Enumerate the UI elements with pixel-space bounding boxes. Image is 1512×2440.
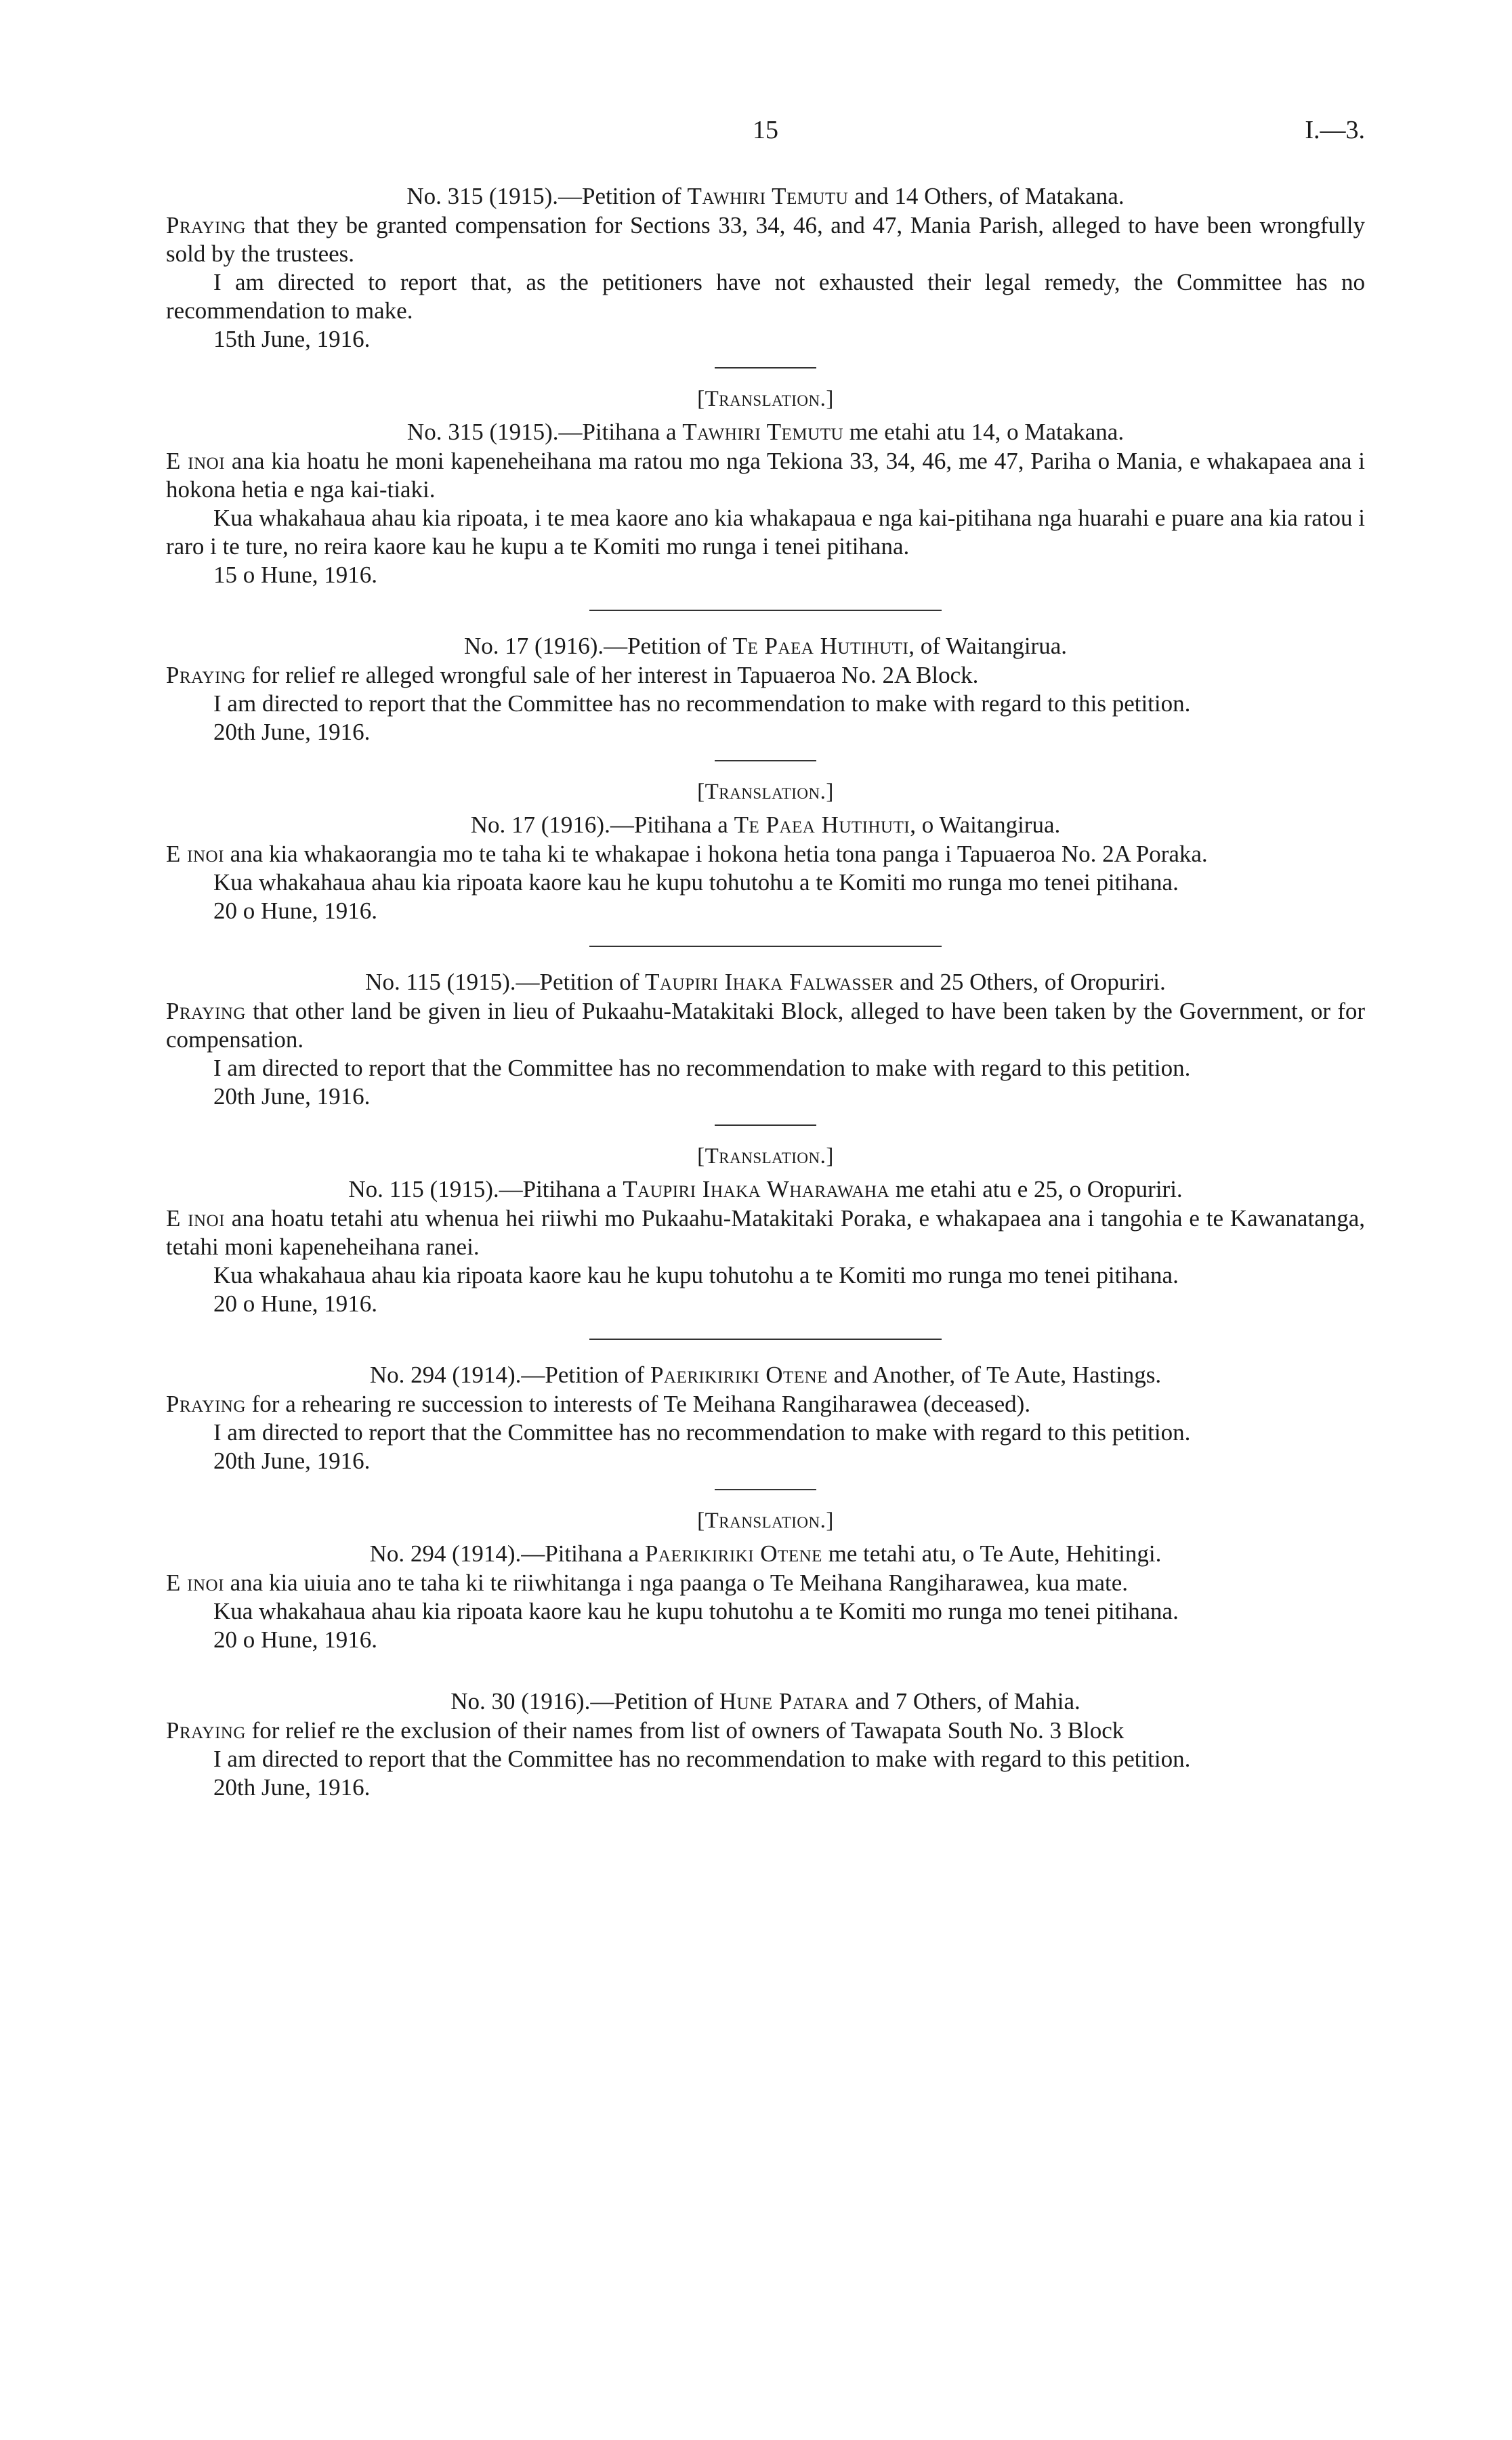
- petitioner-name: Taupiri Ihaka Falwasser: [645, 969, 894, 995]
- translation-date: 20 o Hune, 1916.: [213, 1290, 378, 1317]
- divider: [715, 1489, 816, 1490]
- petitioner-name: Te Paea Hutihuti: [734, 812, 910, 838]
- translation-date: 20 o Hune, 1916.: [213, 1626, 378, 1653]
- report-date: 20th June, 1916.: [213, 1083, 371, 1110]
- praying-paragraph: Praying for relief re alleged wrongful sale of her interest in Tapuaeroa No. 2A Block.: [166, 662, 979, 688]
- petition-entry: [166, 967, 1365, 1340]
- translation-heading: [Translation.]: [697, 387, 834, 411]
- translation-report-paragraph: Kua whakahaua ahau kia ripoata kaore kau he kupu tohutohu a te Komiti mo runga mo tenei pitihana.: [213, 1262, 1179, 1288]
- translation-title: No. 294 (1914).—Pitihana a Paerikiriki Otene me tetahi atu, o Te Aute, Hehitingi.: [369, 1540, 1162, 1567]
- inoi-paragraph: E inoi ana kia hoatu he moni kapeneheihana ma ratou mo nga Tekiona 33, 34, 46, me 47, Pariha o Mania, e whakapaea ana i hokona hetia e nga kai-tiaki.: [166, 448, 1366, 503]
- praying-paragraph: Praying that they be granted compensation for Sections 33, 34, 46, and 47, Mania Parish, alleged to have been wrongfully sold by the trustees.: [166, 212, 1366, 267]
- translation-heading: [Translation.]: [697, 780, 834, 804]
- translation-title: No. 17 (1916).—Pitihana a Te Paea Hutihuti, o Waitangirua.: [470, 812, 1061, 838]
- translation-title: No. 315 (1915).—Pitihana a Tawhiri Temutu me etahi atu 14, o Matakana.: [406, 419, 1125, 445]
- document-reference: I.—3.: [1305, 116, 1365, 144]
- petitioner-name: Hune Patara: [719, 1688, 849, 1715]
- page-number: 15: [753, 116, 778, 144]
- report-date: 20th June, 1916.: [213, 1774, 371, 1801]
- translation-report-paragraph: Kua whakahaua ahau kia ripoata kaore kau he kupu tohutohu a te Komiti mo runga mo tenei pitihana.: [213, 1598, 1179, 1624]
- report-paragraph: I am directed to report that the Committee has no recommendation to make with regard to this petition.: [213, 690, 1191, 717]
- report-paragraph: I am directed to report that the Committee has no recommendation to make with regard to this petition.: [213, 1746, 1191, 1772]
- petitioner-name: Tawhiri Temutu: [682, 419, 844, 445]
- report-paragraph: I am directed to report that the Committee has no recommendation to make with regard to this petition.: [213, 1419, 1191, 1446]
- report-date: 20th June, 1916.: [213, 719, 371, 745]
- petitioner-name: Tawhiri Temutu: [687, 183, 849, 209]
- petitioner-name: Paerikiriki Otene: [644, 1540, 822, 1567]
- petition-title: No. 315 (1915).—Petition of Tawhiri Temutu and 14 Others, of Matakana.: [406, 183, 1125, 209]
- petition-title: No. 30 (1916).—Petition of Hune Patara and 7 Others, of Mahia.: [450, 1688, 1080, 1715]
- praying-paragraph: Praying for relief re the exclusion of their names from list of owners of Tawapata South No. 3 Block: [166, 1717, 1125, 1744]
- section-divider: [589, 1339, 942, 1340]
- translation-date: 20 o Hune, 1916.: [213, 898, 378, 924]
- translation-report-paragraph: Kua whakahaua ahau kia ripoata kaore kau he kupu tohutohu a te Komiti mo runga mo tenei pitihana.: [213, 869, 1179, 896]
- translation-report-paragraph: Kua whakahaua ahau kia ripoata, i te mea kaore ano kia whakapaua e nga kai-pitihana nga huarahi e puare ana kia ratou i raro i te ture, no reira kaore kau he kupu a te Komiti mo runga i tenei pitihana.: [166, 505, 1365, 560]
- petition-title: No. 294 (1914).—Petition of Paerikiriki Otene and Another, of Te Aute, Hastings.: [369, 1362, 1162, 1388]
- petitioner-name: Paerikiriki Otene: [650, 1362, 828, 1388]
- petitioner-name: Taupiri Ihaka Wharawaha: [623, 1176, 890, 1202]
- translation-heading: [Translation.]: [697, 1509, 834, 1533]
- section-divider: [589, 946, 942, 947]
- inoi-paragraph: E inoi ana hoatu tetahi atu whenua hei riiwhi mo Pukaahu-Matakitaki Poraka, e whakapaea ana i tangohia e te Kawanatanga, tetahi moni kapeneheihana ranei.: [166, 1205, 1366, 1260]
- report-date: 15th June, 1916.: [213, 326, 371, 352]
- petition-title: No. 115 (1915).—Petition of Taupiri Ihaka Falwasser and 25 Others, of Oropuriri.: [365, 969, 1166, 995]
- page-content: [166, 115, 1365, 1802]
- praying-paragraph: Praying that other land be given in lieu of Pukaahu-Matakitaki Block, alleged to have been taken by the Government, or for compensation.: [166, 998, 1366, 1053]
- petitioner-name: Te Paea Hutihuti: [732, 633, 909, 659]
- report-paragraph: I am directed to report that, as the petitioners have not exhausted their legal remedy, the Committee has no recommendation to make.: [166, 269, 1365, 324]
- page-header: [166, 115, 1365, 156]
- divider: [715, 1124, 816, 1126]
- section-divider: [589, 610, 942, 611]
- divider: [715, 367, 816, 369]
- petition-entry: [166, 1360, 1365, 1687]
- translation-heading: [Translation.]: [697, 1144, 834, 1169]
- petition-entry: [166, 631, 1365, 947]
- inoi-paragraph: E inoi ana kia uiuia ano te taha ki te riiwhitanga i nga paanga o Te Meihana Rangiharawea, kua mate.: [166, 1570, 1129, 1596]
- report-date: 20th June, 1916.: [213, 1448, 371, 1474]
- translation-date: 15 o Hune, 1916.: [213, 562, 378, 588]
- praying-paragraph: Praying for a rehearing re succession to interests of Te Meihana Rangiharawea (deceased).: [166, 1391, 1031, 1417]
- inoi-paragraph: E inoi ana kia whakaorangia mo te taha ki te whakapae i hokona hetia tona panga i Tapuaeroa No. 2A Poraka.: [166, 841, 1208, 867]
- petition-title: No. 17 (1916).—Petition of Te Paea Hutihuti, of Waitangirua.: [464, 633, 1067, 659]
- translation-title: No. 115 (1915).—Pitihana a Taupiri Ihaka Wharawaha me etahi atu e 25, o Oropuriri.: [348, 1176, 1183, 1202]
- report-paragraph: I am directed to report that the Committee has no recommendation to make with regard to this petition.: [213, 1055, 1191, 1081]
- petition-entry: [166, 1687, 1365, 1802]
- petition-entry: [166, 182, 1365, 611]
- divider: [715, 760, 816, 761]
